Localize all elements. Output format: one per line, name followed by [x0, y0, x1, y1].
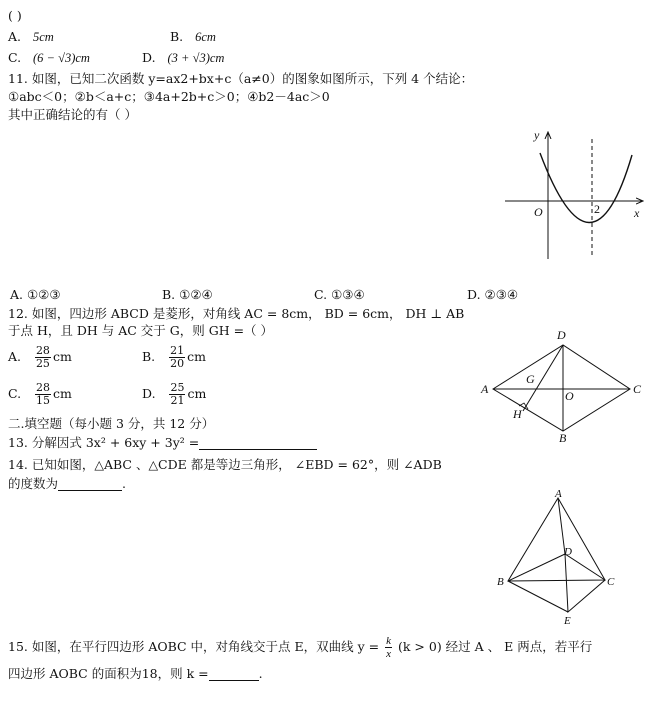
q12-label-g: G	[526, 372, 535, 386]
q14-label-e: E	[564, 615, 571, 627]
q14-answer-blank[interactable]	[58, 477, 122, 491]
q14-triangle-cde	[565, 554, 605, 612]
q11-origin-label: O	[534, 205, 543, 219]
q14-label-d: D	[564, 546, 572, 558]
q14-label-c: C	[607, 576, 615, 588]
q12-label-c: C	[633, 382, 642, 396]
q13-line	[8, 435, 317, 450]
q14-label-b: B	[497, 576, 504, 588]
q12-label-o: O	[565, 389, 574, 403]
q12-option-d[interactable]: D. $\frac{25}{21}$ cm	[142, 381, 207, 407]
q14-triangle-figure	[490, 488, 620, 628]
q15-line2: 四边形 AOBC 的面积为18，则 k = .	[8, 666, 263, 681]
q11-line3: 其中正确结论的有（ ）	[8, 107, 137, 122]
q11-line2: ①abc＜0；②b＜a+c；③4a+2b+c＞0；④b2－4ac＞0	[8, 89, 330, 104]
q11-parabola-graph	[500, 125, 650, 265]
q14-line1: 14. 已知如图，△ABC 、△CDE 都是等边三角形， ∠EBD = 62°，则 ∠ADB	[8, 457, 442, 472]
q10-option-c[interactable]: C. (6 − √3)cm	[8, 50, 90, 65]
q12-option-a[interactable]: A. $\frac{28}{25}$ cm	[8, 344, 72, 370]
q12-option-c[interactable]: C. $\frac{28}{15}$ cm	[8, 381, 72, 407]
q11-option-c[interactable]: C. ①③④	[314, 287, 365, 302]
q13-text: 13. 分解因式 3x² + 6xy + 3y² =	[8, 435, 200, 450]
q10-paren: ( )	[8, 8, 22, 23]
q12-option-b[interactable]: B. $\frac{21}{20}$ cm	[142, 344, 206, 370]
q12-rhombus-figure	[475, 325, 650, 450]
q14-line2: 的度数为 .	[8, 476, 126, 491]
q12-line2: 于点 H，且 DH 与 AC 交于 G，则 GH =（ ）	[8, 323, 274, 338]
q11-x-label: x	[634, 206, 640, 220]
q12-label-d: D	[557, 328, 566, 342]
q15-answer-blank[interactable]	[209, 667, 259, 681]
q11-y-label: y	[534, 128, 540, 142]
q13-answer-blank[interactable]	[199, 436, 317, 450]
q12-label-b: B	[559, 431, 567, 445]
q10-option-a[interactable]: A. 5cm	[8, 29, 54, 44]
q12-label-h: H	[513, 407, 522, 421]
q12-line1: 12. 如图，四边形 ABCD 是菱形，对角线 AC = 8cm， BD = 6cm， DH ⊥ AB	[8, 306, 465, 321]
q10-option-d[interactable]: D. (3 + √3)cm	[142, 50, 225, 65]
q10-option-b[interactable]: B. 6cm	[170, 29, 216, 44]
q14-triangle-abc	[508, 498, 605, 581]
q11-parabola-curve	[540, 153, 632, 223]
q14-segment-be	[508, 581, 568, 612]
q14-label-a: A	[555, 488, 562, 500]
q11-option-b[interactable]: B. ①②④	[162, 287, 213, 302]
q11-option-a[interactable]: A. ①②③	[10, 287, 61, 302]
q12-label-a: A	[481, 382, 489, 396]
q15-line1: 15. 如图，在平行四边形 AOBC 中，对角线交于点 E，双曲线 y = $\frac{k}{x}$ (k > 0) 经过 A 、 E 两点，若平行	[8, 635, 593, 660]
q11-option-d[interactable]: D. ②③④	[467, 287, 519, 302]
section2-title: 二.填空题（每小题 3 分，共 12 分）	[8, 416, 215, 431]
q11-line1: 11. 如图，已知二次函数 y=ax2+bx+c（a≠0）的图象如图所示，下列 4 个结论：	[8, 71, 474, 86]
q11-tick-label: 2	[594, 202, 600, 216]
